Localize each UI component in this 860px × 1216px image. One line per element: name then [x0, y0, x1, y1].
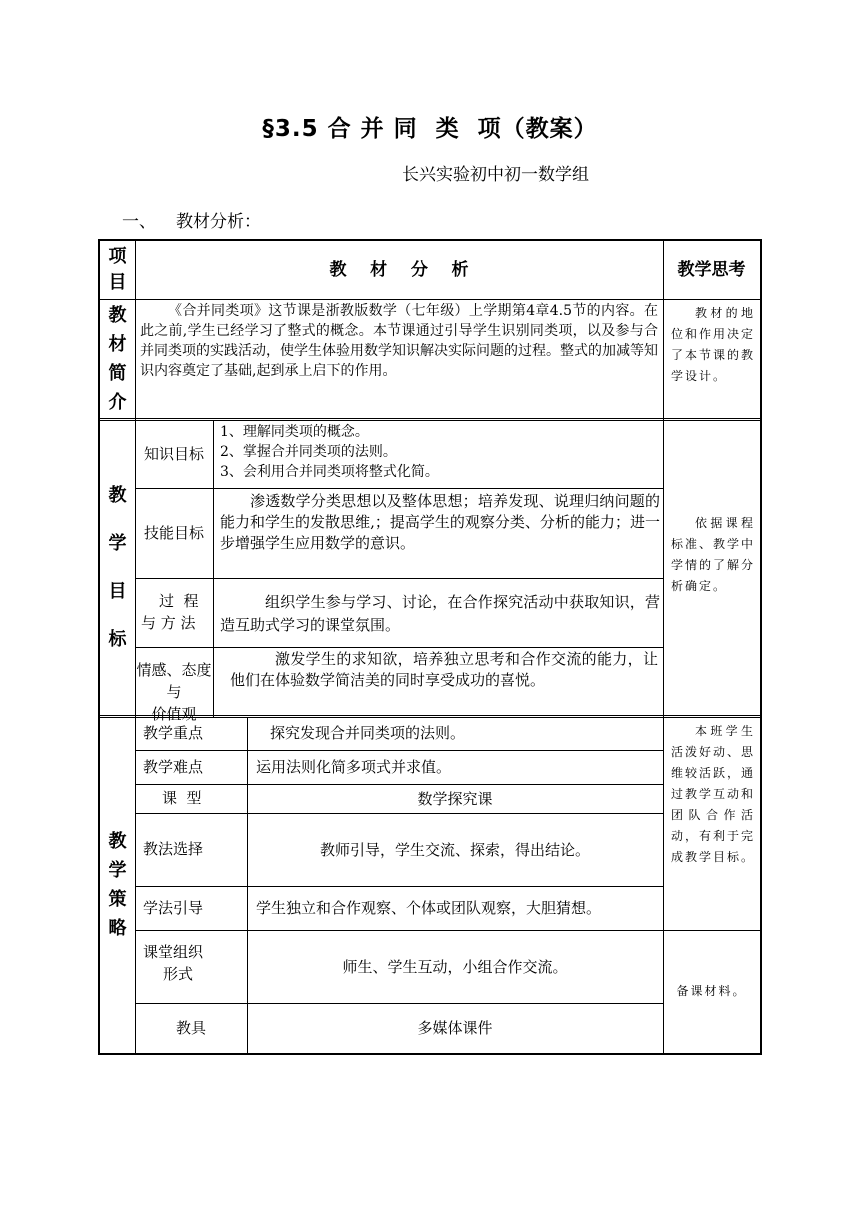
- label-char: 学: [108, 860, 127, 881]
- tools-text: 多媒体课件: [417, 1019, 493, 1037]
- intro-note: 教材的地位和作用决定了本节课的教学设计。: [671, 306, 756, 383]
- label-char: 教: [108, 304, 127, 326]
- section-number: 一、: [122, 212, 156, 232]
- label-char: 学: [108, 532, 127, 554]
- label-char: 材: [108, 333, 127, 355]
- intro-text: 《合并同类项》这节课是浙教版数学（七年级）上学期第4章4.5节的内容。在此之前,学生已经学习了整式的概念。本节课通过引导学生识别同类项，以及参与合并同类项的实践活动，使学生体验用数学知识解决实际问题的过程。整式的加减等知识内容奠定了基础,起到承上启下的作用。: [140, 303, 658, 379]
- focus-text: 探究发现合并同类项的法则。: [270, 724, 466, 742]
- organization-label: [143, 941, 247, 991]
- lesson-type-label: 课 型: [162, 789, 202, 807]
- goals-note: 依据课程标准、教学中学情的了解分析确定。: [671, 516, 756, 593]
- label-char: 介: [108, 391, 127, 413]
- label-char: 略: [108, 918, 127, 939]
- lesson-plan-table: [98, 239, 762, 1055]
- label-char: 教: [108, 831, 127, 852]
- strategy-note: 本班学生活泼好动、思维较活跃，通过教学互动和团队合作活动，有利于完成教学目标。: [671, 724, 756, 864]
- section-title: 教材分析：: [176, 212, 261, 232]
- knowledge-goal-item: 1、理解同类项的概念。: [220, 424, 369, 440]
- header-item-char: 目: [108, 272, 127, 293]
- header-reflection: 教学思考: [677, 260, 746, 280]
- header-item-char: 项: [108, 246, 127, 267]
- organization-label-line: 形式: [163, 965, 194, 983]
- organization-label-line: 课堂组织: [143, 943, 204, 961]
- process-label-line: 过 程: [159, 592, 199, 610]
- teaching-method-label: 教法选择: [143, 840, 204, 858]
- section-heading: [122, 207, 261, 232]
- tools-label: 教具: [175, 1019, 206, 1037]
- emotion-label-line: 价值观: [151, 705, 197, 723]
- label-char: 策: [108, 889, 127, 910]
- process-label-line: 与 方 法: [141, 614, 196, 632]
- author-line: 长兴实验初中初一数学组: [402, 165, 589, 185]
- label-char: 简: [108, 362, 127, 384]
- emotion-goal-text: 激发学生的求知欲，培养独立思考和合作交流的能力，让他们在体验数学简洁美的同时享受成功的喜悦。: [230, 650, 658, 689]
- intro-label: [100, 299, 135, 418]
- skill-goal-label: 技能目标: [143, 524, 204, 542]
- emotion-goal-label: [135, 647, 213, 723]
- knowledge-goal-item: 3、会利用合并同类项将整式化简。: [220, 464, 439, 480]
- difficulty-text: 运用法则化简多项式并求值。: [256, 758, 452, 776]
- goals-label: [100, 420, 135, 715]
- document-title: §3.5 合 并 同 类 项（教案）: [262, 116, 598, 142]
- strategy-label: [100, 717, 135, 1053]
- knowledge-goal-label: 知识目标: [143, 445, 204, 463]
- focus-label: 教学重点: [143, 724, 204, 742]
- teaching-method-text: 教师引导，学生交流、探索，得出结论。: [319, 840, 590, 859]
- label-char: 教: [108, 484, 127, 506]
- header-item: [100, 241, 135, 299]
- materials-note: 备课材料。: [676, 984, 747, 998]
- organization-text: 师生、学生互动，小组合作交流。: [342, 957, 568, 976]
- learning-method-label: 学法引导: [143, 899, 204, 917]
- emotion-label-line: 情感、态度与: [136, 661, 212, 701]
- knowledge-goal-list: [220, 422, 660, 486]
- learning-method-text: 学生独立和合作观察、个体或团队观察，大胆猜想。: [256, 899, 602, 917]
- lesson-type-text: 数学探究课: [417, 789, 493, 808]
- skill-goal-text: 渗透数学分类思想以及整体思想；培养发现、说理归纳问题的能力和学生的发散思维,；提高学生的观察分类、分析的能力；进一步增强学生应用数学的意识。: [220, 492, 660, 552]
- label-char: 标: [108, 628, 127, 650]
- label-char: 目: [108, 580, 127, 602]
- process-goal-label: [135, 578, 213, 647]
- header-analysis: 教 材 分 析: [329, 260, 469, 280]
- difficulty-label: 教学难点: [143, 758, 204, 776]
- process-goal-text: 组织学生参与学习、讨论，在合作探究活动中获取知识，营造互助式学习的课堂氛围。: [220, 593, 660, 634]
- knowledge-goal-item: 2、掌握合并同类项的法则。: [220, 444, 397, 460]
